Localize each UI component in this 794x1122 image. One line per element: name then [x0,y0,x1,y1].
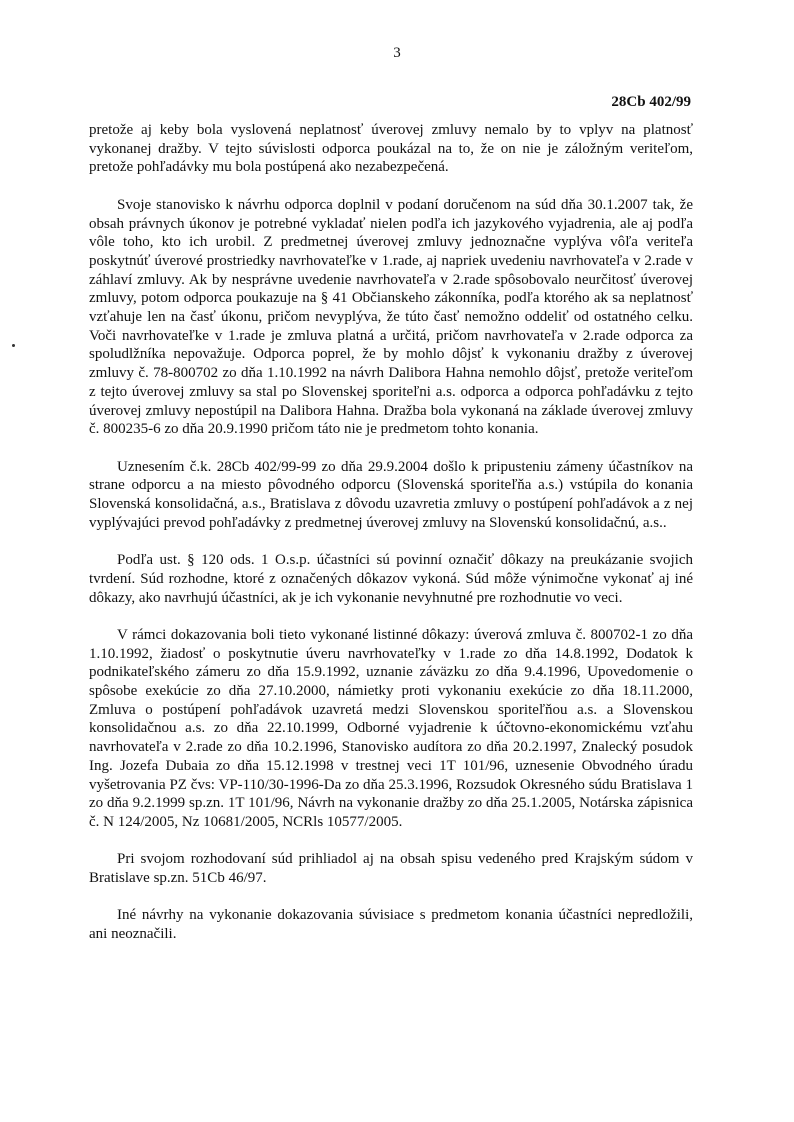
document-body [89,121,693,963]
paragraph-resolution: Uznesením č.k. 28Cb 402/99-99 zo dňa 29.9.2004 došlo k pripusteniu zámeny účastníkov na strane odporcu a na miesto pôvodného odporcu (Slovenská sporiteľňa a.s.) vstúpila do konania Slovenská konsolidačná, a.s., Bratislava z dôvodu uzavretia zmluvy o postúpení pohľadávok a z nej vyplývajúci prevod pohľadávky z predmetnej úverovej zmluvy na Slovenskú konsolidačnú, a.s.. [89,458,693,531]
paragraph-legal-provision: Podľa ust. § 120 ods. 1 O.s.p. účastníci sú povinní označiť dôkazy na preukázanie svojich tvrdení. Súd rozhodne, ktoré z označených dôkazov vykoná. Súd môže výnimočne vykonať aj iné dôkazy, ako navrhujú účastníci, ak je ich vykonanie nevyhnutné pre rozhodnutie vo veci. [89,552,693,606]
paragraph-closing: Iné návrhy na vykonanie dokazovania súvisiace s predmetom konania účastníci nepredložili, ani neoznačili. [89,907,693,943]
paragraph-defendant-statement: Svoje stanovisko k návrhu odporca doplnil v podaní doručenom na súd dňa 30.1.2007 tak, že obsah právnych úkonov je potrebné vykladať nielen podľa ich jazykového vyjadrenia, ale aj podľa vôle toho, kto ich urobil. Z predmetnej úverovej zmluvy jednoznačne vyplýva vôľa veriteľa poskytnúť úverové prostriedky navrhovateľke v 1.rade, aj napriek uvedeniu navrhovateľa v 2.rade v záhlaví zmluvy. Ak by nesprávne uvedenie navrhovateľa v 2.rade spôsobovalo neurčitosť úverovej zmluvy, potom odporca poukazuje na § 41 Občianskeho zákonníka, podľa ktorého ak sa neplatnosť vzťahuje len na časť úkonu, pričom nevyplýva, že túto časť nemožno oddeliť od ostatného celku. Voči navrhovateľke v 1.rade je zmluva platná a určitá, pričom navrhovateľa v 2.rade odporca za spoludlžníka nepovažuje. Odporca poprel, že by mohlo dôjsť k vykonaniu dražby z úverovej zmluvy č. 78-800702 zo dňa 1.10.1992 na návrh Dalibora Hahna nemohlo dôjsť, pretože veriteľom z tejto úverovej zmluvy sa stal po Slovenskej sporiteľni a.s. odporca a odporca pohľadávku z tejto úverovej zmluvy nepostúpil na Dalibora Hahna. Dražba bola vykonaná na základe úverovej zmluvy č. 800235-6 zo dňa 20.9.1990 pričom táto nie je predmetom tohto konania. [89,196,693,438]
paragraph-case-file: Pri svojom rozhodovaní súd prihliadol aj na obsah spisu vedeného pred Krajským súdom v Bratislave sp.zn. 51Cb 46/97. [89,851,693,887]
paragraph-continuation: pretože aj keby bola vyslovená neplatnosť úverovej zmluvy nemalo by to vplyv na platnosť vykonanej dražby. V tejto súvislosti odporca poukázal na to, že on nie je záložným veriteľom, pretože pohľadávky mu bola postúpená ako nezabezpečená. [89,122,693,176]
page-number: 3 [393,45,401,61]
paragraph-evidence-list: V rámci dokazovania boli tieto vykonané listinné dôkazy: úverová zmluva č. 800702-1 zo dňa 1.10.1992, žiadosť o poskytnutie úveru navrhovateľky v 1.rade zo dňa 14.8.1992, Dodatok k podnikateľského zámeru zo dňa 15.9.1992, uznanie záväzku zo dňa 9.4.1996, Upovedomenie o spôsobe exekúcie zo dňa 27.10.2000, námietky proti vykonaniu exekúcie zo dňa 18.11.2000, Zmluva o postúpení pohľadávok uzavretá medzi Slovenskou sporiteľňou a.s. a Slovenskou konsolidačnou a.s. zo dňa 22.10.1999, Odborné vyjadrenie k účtovno-ekonomickému vzťahu navrhovateľa v 2.rade zo dňa 10.2.1996, Stanovisko audítora zo dňa 20.2.1997, Znalecký posudok Ing. Jozefa Dubaia zo dňa 15.12.1998 v trestnej veci 1T 101/96, uznesenie Obvodného úradu vyšetrovania PZ čvs: VP-110/30-1996-Da zo dňa 25.3.1996, Rozsudok Okresného súdu Bratislava 1 zo dňa 9.2.1999 sp.zn. 1T 101/96, Návrh na vykonanie dražby zo dňa 25.1.2005, Notárska zápisnica č. N 124/2005, Nz 10681/2005, NCRls 10577/2005. [89,626,693,830]
margin-mark [12,344,15,347]
case-reference: 28Cb 402/99 [611,94,691,110]
